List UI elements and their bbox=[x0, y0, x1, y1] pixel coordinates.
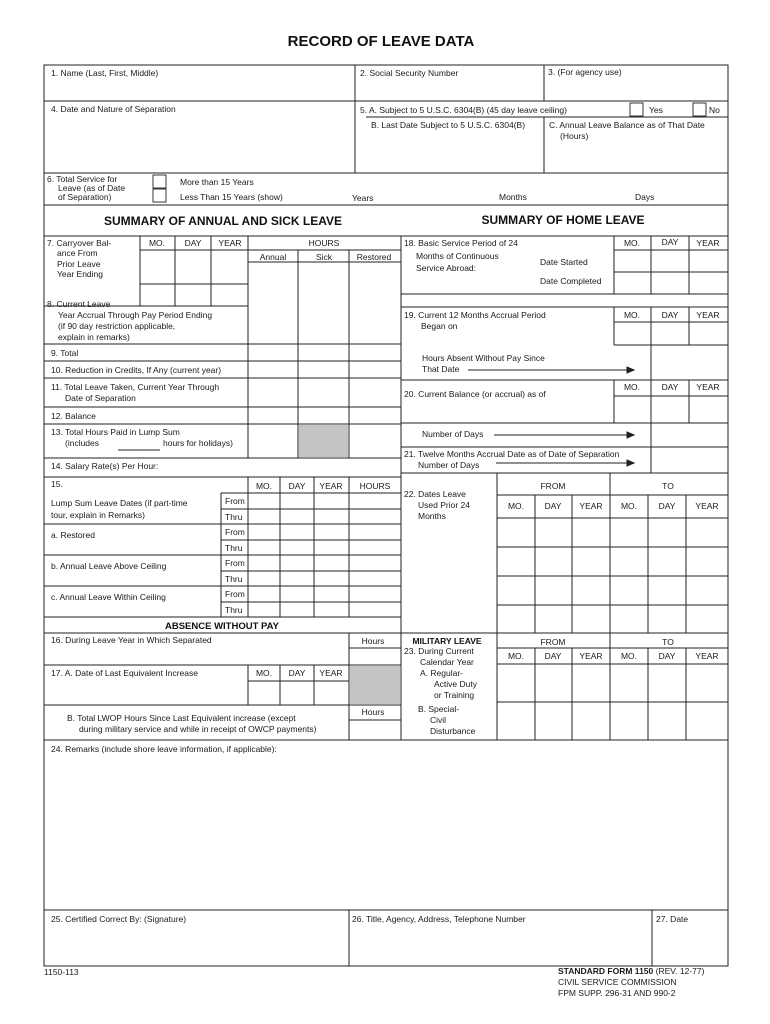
carryover-restored-field[interactable] bbox=[350, 263, 400, 343]
box25-label: 25. Certified Correct By: (Signature) bbox=[51, 914, 187, 924]
hdr15-year: YEAR bbox=[319, 481, 343, 491]
date-completed-label: Date Completed bbox=[540, 276, 602, 286]
date-started-field[interactable] bbox=[615, 251, 727, 271]
footer-sf-rev: (REV. 12-77) bbox=[653, 966, 705, 976]
box23a-label-3: or Training bbox=[434, 690, 475, 700]
hdr23-from-year: YEAR bbox=[579, 651, 603, 661]
hdr-hours: HOURS bbox=[308, 238, 340, 248]
box6-label-line3: of Separation) bbox=[58, 192, 112, 202]
hdr17-mo: MO. bbox=[255, 668, 273, 678]
footer-csc: CIVIL SERVICE COMMISSION bbox=[558, 977, 677, 987]
title-agency-field[interactable] bbox=[350, 926, 651, 965]
accrual-day-field[interactable] bbox=[176, 285, 210, 305]
box15c-label: c. Annual Leave Within Ceiling bbox=[51, 592, 166, 602]
lump-sum-dates-field[interactable] bbox=[249, 494, 400, 616]
total-restored-field[interactable] bbox=[350, 345, 400, 360]
box13-label-3: hours for holidays) bbox=[163, 438, 233, 448]
form-code: 1150-113 bbox=[44, 967, 79, 977]
box5c-label-line2: (Hours) bbox=[560, 131, 589, 141]
hdr23-from-day: DAY bbox=[544, 651, 562, 661]
reduction-annual-field[interactable] bbox=[249, 362, 297, 377]
hdr22-from-day: DAY bbox=[544, 501, 562, 511]
no-checkbox[interactable] bbox=[693, 103, 706, 116]
balance-annual-field[interactable] bbox=[249, 408, 297, 423]
thru-label-1: Thru bbox=[225, 512, 243, 522]
hdr22-to: TO bbox=[662, 481, 674, 491]
box21-label-2: Number of Days bbox=[418, 460, 480, 470]
box23b-label-2: Civil bbox=[430, 715, 447, 725]
hdr23-to-day: DAY bbox=[658, 651, 676, 661]
box7-label-1: 7. Carryover Bal- bbox=[47, 238, 112, 248]
box19-label-2: Began on bbox=[421, 321, 458, 331]
box10-label: 10. Reduction in Credits, If Any (current year) bbox=[51, 365, 222, 375]
box8-label-4: explain in remarks) bbox=[58, 332, 130, 342]
current-balance-date-field[interactable] bbox=[615, 397, 727, 422]
accrual-year-field[interactable] bbox=[212, 285, 247, 305]
box8-label-2: Year Accrual Through Pay Period Ending bbox=[58, 310, 213, 320]
accrual-began-field[interactable] bbox=[615, 323, 727, 344]
leave-taken-annual-field[interactable] bbox=[249, 379, 297, 406]
annual-balance-field[interactable] bbox=[546, 143, 726, 172]
yes-label: Yes bbox=[649, 105, 663, 115]
reduction-sick-field[interactable] bbox=[299, 362, 348, 377]
years-field[interactable] bbox=[300, 188, 350, 203]
date-completed-field[interactable] bbox=[615, 273, 727, 293]
box22-label-1: 22. Dates Leave bbox=[404, 489, 466, 499]
hdr22-from-mo: MO. bbox=[507, 501, 525, 511]
total-sick-field[interactable] bbox=[299, 345, 348, 360]
box7-label-2: ance From bbox=[57, 248, 98, 258]
hdr22-to-day: DAY bbox=[658, 501, 676, 511]
dates-leave-used-field[interactable] bbox=[498, 519, 727, 632]
hdr19-mo: MO. bbox=[623, 310, 641, 320]
hdr20-mo: MO. bbox=[623, 382, 641, 392]
carryover-day-field[interactable] bbox=[176, 251, 210, 283]
box11-label-2: Date of Separation bbox=[65, 393, 136, 403]
agency-use-field[interactable] bbox=[546, 80, 726, 100]
box2-label: 2. Social Security Number bbox=[360, 68, 459, 78]
years-label: Years bbox=[352, 193, 374, 203]
footer-fpm: FPM SUPP. 296-31 AND 990-2 bbox=[558, 988, 676, 998]
ssn-field[interactable] bbox=[357, 80, 542, 100]
remarks-field[interactable] bbox=[46, 757, 726, 909]
from-label-2: From bbox=[225, 527, 245, 537]
no-label: No bbox=[709, 105, 720, 115]
box23-label-2: Calendar Year bbox=[420, 657, 474, 667]
hdr19-day: DAY bbox=[661, 310, 679, 320]
from-label-3: From bbox=[225, 558, 245, 568]
box8-label-3: (if 90 day restriction applicable, bbox=[58, 321, 176, 331]
thru-label-2: Thru bbox=[225, 543, 243, 553]
hdr15-mo: MO. bbox=[255, 481, 273, 491]
days-label: Days bbox=[635, 192, 655, 202]
hdr7-year: YEAR bbox=[218, 238, 242, 248]
hdr7-mo: MO. bbox=[148, 238, 166, 248]
leave-taken-sick-field[interactable] bbox=[299, 379, 348, 406]
box18-label-3: Service Abroad: bbox=[416, 263, 477, 273]
military-leave-heading: MILITARY LEAVE bbox=[412, 636, 482, 646]
hours-absent-label-2: That Date bbox=[422, 364, 460, 374]
number-of-days-field[interactable] bbox=[652, 424, 727, 446]
hdr17-year: YEAR bbox=[319, 668, 343, 678]
from-label-4: From bbox=[225, 589, 245, 599]
hdr22-to-year: YEAR bbox=[695, 501, 719, 511]
hdr23-to-year: YEAR bbox=[695, 651, 719, 661]
from-label-1: From bbox=[225, 496, 245, 506]
hdr22-from-year: YEAR bbox=[579, 501, 603, 511]
military-special-field[interactable] bbox=[498, 703, 727, 739]
box15-lump-1: Lump Sum Leave Dates (if part-time bbox=[51, 498, 188, 508]
hdr18-day: DAY bbox=[661, 237, 679, 247]
carryover-mo-field[interactable] bbox=[141, 251, 174, 283]
box8-label-1: 8. Current Leave bbox=[47, 299, 111, 309]
thru-label-3: Thru bbox=[225, 574, 243, 584]
hours-absent-label-1: Hours Absent Without Pay Since bbox=[422, 353, 545, 363]
box23b-label-1: B. Special- bbox=[418, 704, 460, 714]
footer-sf-bold: STANDARD FORM 1150 bbox=[558, 966, 654, 976]
box6-label-line2: Leave (as of Date bbox=[58, 183, 126, 193]
number-of-days-label: Number of Days bbox=[422, 429, 484, 439]
box26-label: 26. Title, Agency, Address, Telephone Number bbox=[352, 914, 526, 924]
last-date-subject-field[interactable] bbox=[357, 132, 542, 172]
box9-label: 9. Total bbox=[51, 348, 79, 358]
date-started-label: Date Started bbox=[540, 257, 588, 267]
salary-rate-field[interactable] bbox=[165, 459, 400, 476]
hdr15-hours: HOURS bbox=[359, 481, 391, 491]
box23a-label-2: Active Duty bbox=[434, 679, 477, 689]
box11-label-1: 11. Total Leave Taken, Current Year Through bbox=[51, 382, 220, 392]
hdr20-year: YEAR bbox=[696, 382, 720, 392]
box14-label: 14. Salary Rate(s) Per Hour: bbox=[51, 461, 159, 471]
total-annual-field[interactable] bbox=[249, 345, 297, 360]
lwop-hours-field[interactable] bbox=[350, 721, 400, 739]
form-title: RECORD OF LEAVE DATA bbox=[287, 33, 475, 50]
hdr17-day: DAY bbox=[288, 668, 306, 678]
box13-label-2: (includes bbox=[65, 438, 100, 448]
box5c-label-line1: C. Annual Leave Balance as of That Date bbox=[549, 120, 705, 130]
box27-label: 27. Date bbox=[656, 914, 689, 924]
hdr22-from: FROM bbox=[540, 481, 566, 491]
home-leave-heading: SUMMARY OF HOME LEAVE bbox=[481, 213, 645, 227]
separation-field[interactable] bbox=[46, 116, 353, 172]
balance-sick-field[interactable] bbox=[299, 408, 348, 423]
leave-taken-restored-field[interactable] bbox=[350, 379, 400, 406]
box15-lump-2: tour, explain in Remarks) bbox=[51, 510, 146, 520]
box19-label-1: 19. Current 12 Months Accrual Period bbox=[404, 310, 546, 320]
hdr19-year: YEAR bbox=[696, 310, 720, 320]
box15a-label: a. Restored bbox=[51, 530, 95, 540]
hdr-annual: Annual bbox=[259, 252, 287, 262]
hdr18-year: YEAR bbox=[696, 238, 720, 248]
box24-label: 24. Remarks (include shore leave information, if applicable): bbox=[51, 744, 277, 754]
twelve-months-days-field[interactable] bbox=[652, 448, 727, 472]
annual-sick-heading: SUMMARY OF ANNUAL AND SICK LEAVE bbox=[103, 214, 343, 228]
hdr7-day: DAY bbox=[184, 238, 202, 248]
box22-label-2: Used Prior 24 bbox=[418, 500, 470, 510]
box6-label-line1: 6. Total Service for bbox=[47, 174, 118, 184]
less-than-15-label: Less Than 15 Years (show) bbox=[180, 192, 283, 202]
military-regular-field[interactable] bbox=[498, 665, 727, 701]
box4-label: 4. Date and Nature of Separation bbox=[51, 104, 176, 114]
holiday-hours-field[interactable] bbox=[118, 438, 160, 450]
box17a-label: 17. A. Date of Last Equivalent Increase bbox=[51, 668, 198, 678]
hours-label-16: Hours bbox=[361, 636, 385, 646]
hdr15-day: DAY bbox=[288, 481, 306, 491]
box22-label-3: Months bbox=[418, 511, 446, 521]
balance-restored-field[interactable] bbox=[350, 408, 400, 423]
more-than-15-years-checkbox[interactable] bbox=[153, 175, 166, 188]
thru-label-4: Thru bbox=[225, 605, 243, 615]
days-field[interactable] bbox=[580, 188, 632, 203]
hours-absent-field[interactable] bbox=[652, 346, 727, 379]
box17b-label-1: B. Total LWOP Hours Since Last Equivalent increase (except bbox=[67, 713, 296, 723]
box15-num: 15. bbox=[51, 479, 63, 489]
hdr23-from-mo: MO. bbox=[507, 651, 525, 661]
box23a-label-1: A. Regular- bbox=[420, 668, 463, 678]
hdr20-day: DAY bbox=[661, 382, 679, 392]
lump-sum-annual-field[interactable] bbox=[249, 425, 297, 457]
box15b-label: b. Annual Leave Above Ceiling bbox=[51, 561, 167, 571]
box17b-label-2: during military service and while in receipt of OWCP payments) bbox=[79, 724, 317, 734]
reduction-restored-field[interactable] bbox=[350, 362, 400, 377]
box18-label-2: Months of Continuous bbox=[416, 251, 499, 261]
box12-label: 12. Balance bbox=[51, 411, 96, 421]
box23b-label-3: Disturbance bbox=[430, 726, 476, 736]
box21-label-1: 21. Twelve Months Accrual Date as of Date of Separation bbox=[404, 449, 620, 459]
box16-label: 16. During Leave Year in Which Separated bbox=[51, 635, 212, 645]
carryover-annual-field[interactable] bbox=[249, 263, 297, 343]
date-field[interactable] bbox=[653, 926, 727, 965]
absence-without-pay-heading: ABSENCE WITHOUT PAY bbox=[164, 621, 280, 632]
box7-label-3: Prior Leave bbox=[57, 259, 101, 269]
signature-field[interactable] bbox=[46, 926, 348, 965]
awop-hours-field[interactable] bbox=[350, 649, 400, 664]
box13-label-1: 13. Total Hours Paid in Lump Sum bbox=[51, 427, 180, 437]
less-than-15-years-checkbox[interactable] bbox=[153, 189, 166, 202]
carryover-year-field[interactable] bbox=[212, 251, 247, 283]
hdr22-to-mo: MO. bbox=[620, 501, 638, 511]
hdr23-from: FROM bbox=[540, 637, 566, 647]
box5b-label: B. Last Date Subject to 5 U.S.C. 6304(B) bbox=[371, 120, 526, 130]
hours-label-17: Hours bbox=[361, 707, 385, 717]
last-equivalent-increase-field[interactable] bbox=[249, 682, 348, 704]
hdr-restored: Restored bbox=[356, 252, 392, 262]
lump-sum-restored-field[interactable] bbox=[350, 425, 400, 457]
hdr23-to: TO bbox=[662, 637, 674, 647]
carryover-sick-field[interactable] bbox=[299, 263, 348, 343]
box18-label-1: 18. Basic Service Period of 24 bbox=[404, 238, 518, 248]
box1-label: 1. Name (Last, First, Middle) bbox=[51, 68, 159, 78]
months-label: Months bbox=[499, 192, 527, 202]
more-than-15-label: More than 15 Years bbox=[180, 177, 254, 187]
accrual-mo-field[interactable] bbox=[141, 285, 174, 305]
shaded-cell-17a bbox=[350, 666, 400, 704]
box20-label: 20. Current Balance (or accrual) as of bbox=[404, 389, 546, 399]
months-field[interactable] bbox=[440, 188, 496, 203]
box23-label-1: 23. During Current bbox=[404, 646, 474, 656]
box3-label: 3. (For agency use) bbox=[548, 67, 622, 77]
footer-standard-form bbox=[558, 966, 705, 976]
name-field[interactable] bbox=[46, 80, 353, 100]
box5a-label: 5. A. Subject to 5 U.S.C. 6304(B) (45 day leave ceiling) bbox=[360, 105, 567, 115]
hdr23-to-mo: MO. bbox=[620, 651, 638, 661]
shaded-cell-13 bbox=[299, 425, 348, 457]
box7-label-4: Year Ending bbox=[57, 269, 104, 279]
hdr18-mo: MO. bbox=[623, 238, 641, 248]
yes-checkbox[interactable] bbox=[630, 103, 643, 116]
hdr-sick: Sick bbox=[315, 252, 333, 262]
